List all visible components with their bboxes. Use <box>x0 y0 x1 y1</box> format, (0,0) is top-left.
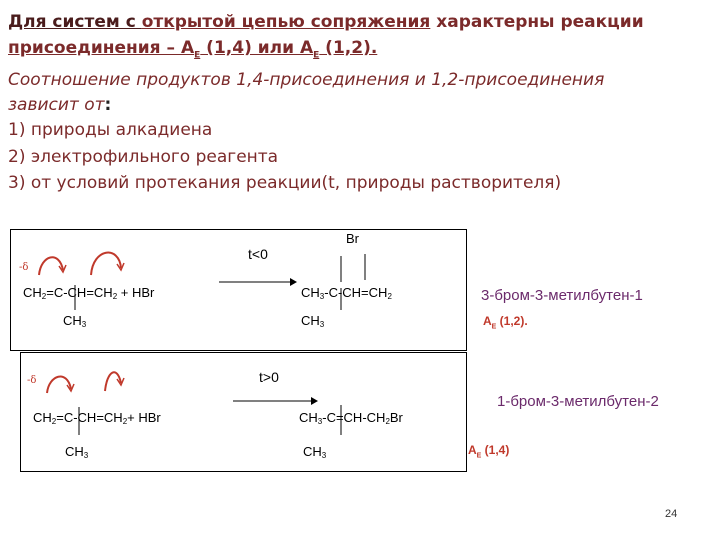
curved-arrow-icon <box>91 253 121 275</box>
reaction-2-box <box>20 352 467 472</box>
product-1-mechanism: $А_Е$ (1,2). <box>483 314 528 331</box>
ratio-text: зависит от <box>8 95 105 115</box>
heading-sub: Е <box>313 50 320 61</box>
factor-2: 2) электрофильного реагента <box>8 147 279 167</box>
heading-text: (1,4) или А <box>200 38 314 58</box>
ratio-line-2 <box>8 93 111 117</box>
heading-text: Для систем с <box>8 12 142 32</box>
reaction-1-box <box>10 229 467 351</box>
factor-3: 3) от условий протекания реакции(t, природы растворителя) <box>8 173 562 193</box>
reactant-formula: $CH_2=C-CH=CH_2$ + HBr <box>23 285 155 301</box>
reactant-methyl: $CH_3$ <box>63 313 87 329</box>
product-formula: $CH_3-C-CH=CH_2$ <box>301 285 392 301</box>
reactant-methyl: $CH_3$ <box>65 444 89 460</box>
product-formula: $CH_3-C=CH-CH_2Br$ <box>299 410 403 426</box>
heading-text: характерны реакции <box>430 12 644 32</box>
factor-1: 1) природы алкадиена <box>8 120 213 140</box>
heading-open-chain: открытой цепью сопряжения <box>141 12 431 32</box>
delta-charge: -δ <box>19 262 29 273</box>
heading-line-1 <box>8 10 708 34</box>
reaction-arrow-head-icon <box>290 278 297 286</box>
reaction-condition: t<0 <box>248 246 268 262</box>
ratio-colon: : <box>104 95 112 115</box>
page-number: 24 <box>665 508 678 520</box>
product-methyl: $CH_3$ <box>301 313 325 329</box>
reactant-formula: $CH_2=C-CH=CH_2+$ HBr <box>33 410 161 426</box>
heading-line-2 <box>8 36 708 67</box>
heading-text: (1,2). <box>319 38 378 58</box>
product-1-name: 3-бром-3-метилбутен-1 <box>481 287 643 304</box>
reaction-arrow-head-icon <box>311 397 318 405</box>
product-methyl: $CH_3$ <box>303 444 327 460</box>
product-substituent-br: Br <box>346 231 359 246</box>
product-2-mechanism: $А_Е$ (1,4) <box>468 443 510 460</box>
heading-text: присоединения – А <box>8 38 195 58</box>
reaction-condition: t>0 <box>259 369 279 385</box>
ratio-line-1: Соотношение продуктов 1,4-присоединения и 1,2-присоединения <box>8 70 605 90</box>
delta-charge: -δ <box>27 375 37 386</box>
heading-sub: Е <box>194 50 201 61</box>
product-2-name: 1-бром-3-метилбутен-2 <box>497 393 659 410</box>
